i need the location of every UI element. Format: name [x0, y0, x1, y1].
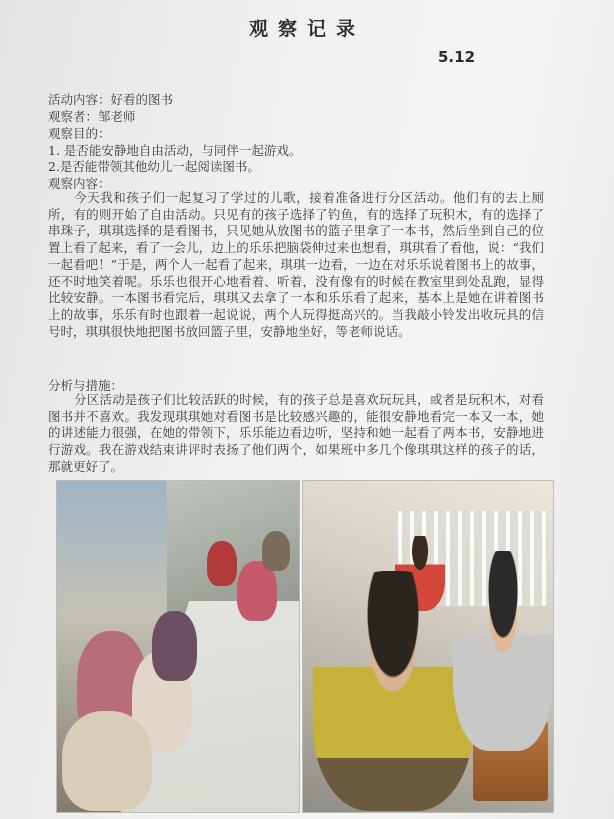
analysis-label: 分析与措施：	[48, 378, 124, 393]
goal-1: 1. 是否能安静地自由活动，与同伴一起游戏。	[48, 143, 302, 158]
observation-paragraph: 今天我和孩子们一起复习了学过的儿歌，接着准备进行分区活动。他们有的去上厕所，有的则开始了自由活动。只见有的孩子选择了钓鱼，有的选择了玩积木，有的选择了串珠子，琪琪选择的是看图书，只见她从放图书的篮子里拿了一本书，然后坐到自己的位置上看了起来，看了一会儿，边上的乐乐把脑袋伸过来也想看，琪琪看了看他，说：“我们一起看吧！”于是，两个人一起看了起来，琪琪一边看，一边在对乐乐说着图书上的故事，还不时地笑着呢。乐乐也很开心地看着、听着，没有像有的时候在教室里到处乱跑，显得比较安静。一本图书看完后，琪琪又去拿了一本和乐乐看了起来，基本上是她在讲着图书上的故事，乐乐有时也跟着一起说说，两个人玩得挺高兴的。当我敲小铃发出收玩具的信号时，琪琪很快地把图书放回篮子里，安静地坐好，等老师说话。	[48, 190, 544, 339]
document-title: 观察记录	[248, 18, 365, 40]
activity-line: 活动内容：好看的图书	[48, 92, 174, 107]
two-children-reading-photo	[302, 480, 554, 813]
content-label: 观察内容：	[48, 176, 111, 191]
record-date: 5.12	[438, 48, 476, 66]
observer-line: 观察者：邹老师	[48, 109, 136, 124]
classroom-hallway-photo	[56, 480, 300, 813]
goal-2: 2.是否能带领其他幼儿一起阅读图书。	[48, 159, 260, 174]
purpose-label: 观察目的：	[48, 126, 111, 141]
analysis-paragraph: 分区活动是孩子们比较活跃的时候，有的孩子总是喜欢玩玩具，或者是玩积木，对看图书并不喜欢。我发现琪琪她对看图书是比较感兴趣的，能很安静地看完一本又一本，她的讲述能力很强，在她的带领下，乐乐能边看边听，坚持和她一起看了两本书，安静地进行游戏。我在游戏结束讲评时表扬了他们两个，如果班中多几个像琪琪这样的孩子的话，那就更好了。	[48, 392, 544, 474]
